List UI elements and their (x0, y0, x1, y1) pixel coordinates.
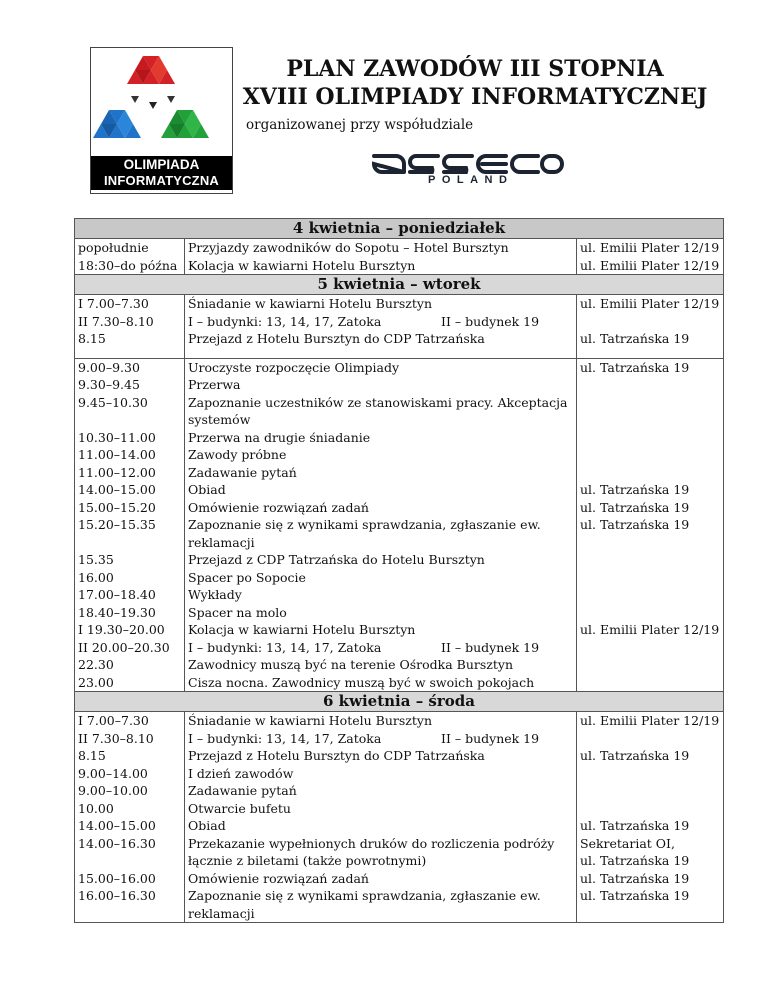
day-header: 5 kwietnia – wtorek (75, 275, 724, 295)
event-text: Przyjazdy zawodników do Sopotu – Hotel Bursztyn (188, 240, 509, 255)
event-cell (185, 887, 577, 923)
schedule-row (75, 330, 724, 348)
event-cell (185, 551, 577, 569)
event-text-cont: reklamacji (188, 534, 255, 550)
schedule-row (75, 239, 724, 257)
event-cell (185, 639, 577, 657)
schedule-row (75, 464, 724, 482)
event-cell (185, 295, 577, 313)
event-text: Uroczyste rozpoczęcie Olimpiady (188, 359, 400, 375)
event-cell (185, 257, 577, 275)
time-cell (75, 747, 185, 765)
place-cell (577, 358, 724, 376)
event-text: Kolacja w kawiarni Hotelu Bursztyn (188, 622, 416, 637)
event-cell (185, 674, 577, 692)
event-text: Cisza nocna. Zawodnicy muszą być w swoich pokojach (188, 674, 535, 690)
place-cell (577, 446, 724, 464)
time-text: II 7.30–8.10 (78, 313, 154, 329)
event-text: Obiad (188, 818, 226, 833)
event-cell (185, 516, 577, 551)
event-cell (185, 376, 577, 394)
place-text: ul. Emilii Plater 12/19 (580, 622, 720, 637)
place-text: ul. Tatrzańska 19 (580, 818, 690, 833)
time-text: 23.00 (78, 674, 114, 690)
logo-triangles-icon (91, 48, 232, 160)
time-text: 22.30 (78, 657, 114, 672)
schedule-row (75, 313, 724, 331)
spacer-cell (185, 348, 577, 359)
time-cell (75, 656, 185, 674)
event-cell (185, 747, 577, 765)
place-cell (577, 674, 724, 692)
place-text: ul. Emilii Plater 12/19 (580, 713, 720, 728)
time-text: 15.00–16.00 (78, 870, 156, 886)
event-text: Obiad (188, 482, 226, 497)
event-cell (185, 656, 577, 674)
place-text: Sekretariat OI, (580, 835, 675, 851)
schedule-row (75, 446, 724, 464)
asseco-poland-label: POLAND (428, 174, 514, 186)
time-cell (75, 817, 185, 835)
schedule-row (75, 782, 724, 800)
schedule-row (75, 870, 724, 888)
schedule-row (75, 569, 724, 587)
time-cell (75, 313, 185, 331)
day-header-row (75, 219, 724, 239)
time-text: 14.00–16.30 (78, 835, 156, 851)
spacer-row (75, 348, 724, 359)
schedule-row (75, 800, 724, 818)
event-cell (185, 765, 577, 783)
time-cell (75, 870, 185, 888)
time-text: 15.20–15.35 (78, 517, 156, 532)
event-cell (185, 782, 577, 800)
event-cell (185, 464, 577, 482)
event-cell (185, 446, 577, 464)
event-text: Zawody próbne (188, 447, 287, 462)
schedule-row (75, 481, 724, 499)
event-text-right: II – budynek 19 (441, 639, 540, 655)
place-text: ul. Emilii Plater 12/19 (580, 296, 720, 311)
schedule-row (75, 604, 724, 622)
place-text: ul. Tatrzańska 19 (580, 517, 690, 532)
time-text: 18.40–19.30 (78, 604, 156, 620)
time-text: 15.00–15.20 (78, 499, 156, 515)
place-cell (577, 394, 724, 429)
time-cell (75, 621, 185, 639)
place-text: ul. Tatrzańska 19 (580, 359, 690, 375)
event-text: Zadawanie pytań (188, 783, 297, 798)
schedule-row (75, 639, 724, 657)
schedule-row (75, 656, 724, 674)
page-title-line2: XVIII OLIMPIADY INFORMATYCZNEJ (242, 84, 708, 110)
spacer-cell (75, 348, 185, 359)
event-text: Śniadanie w kawiarni Hotelu Bursztyn (188, 296, 433, 311)
schedule-row (75, 429, 724, 447)
page-title-line1: PLAN ZAWODÓW III STOPNIA (286, 56, 664, 82)
time-text: II 7.30–8.10 (78, 730, 154, 746)
time-cell (75, 604, 185, 622)
event-cell (185, 800, 577, 818)
event-text: Przerwa na drugie śniadanie (188, 429, 371, 445)
place-text: ul. Tatrzańska 19 (580, 888, 690, 903)
event-text: Spacer na molo (188, 604, 287, 620)
schedule-row (75, 817, 724, 835)
schedule-row (75, 674, 724, 692)
time-cell (75, 782, 185, 800)
time-cell (75, 835, 185, 870)
page-subtitle: organizowanej przy współudziale (246, 117, 474, 133)
event-cell (185, 569, 577, 587)
event-text-right: II – budynek 19 (441, 730, 540, 746)
event-cell (185, 313, 577, 331)
event-text-cont: systemów (188, 412, 251, 427)
event-text: Zadawanie pytań (188, 464, 297, 480)
time-text: II 20.00–20.30 (78, 639, 170, 655)
time-cell (75, 358, 185, 376)
event-text: Spacer po Sopocie (188, 569, 306, 585)
time-text: 9.30–9.45 (78, 377, 140, 392)
time-cell (75, 257, 185, 275)
place-cell (577, 835, 724, 870)
day-header: 4 kwietnia – poniedziałek (75, 219, 724, 239)
time-text: 15.35 (78, 552, 114, 567)
place-text: ul. Tatrzańska 19 (580, 482, 690, 497)
time-cell (75, 464, 185, 482)
time-text: 14.00–15.00 (78, 818, 156, 833)
event-cell (185, 358, 577, 376)
time-cell (75, 639, 185, 657)
place-text-cont: ul. Tatrzańska 19 (580, 853, 690, 868)
place-cell (577, 656, 724, 674)
place-cell (577, 376, 724, 394)
schedule-row (75, 621, 724, 639)
event-text: Przekazanie wypełnionych druków do rozliczenia podróży (188, 835, 555, 851)
schedule-row (75, 747, 724, 765)
time-cell (75, 712, 185, 730)
place-cell (577, 330, 724, 348)
time-text: 9.00–10.00 (78, 783, 148, 798)
schedule-row (75, 295, 724, 313)
logo-line1: OLIMPIADA (123, 157, 200, 172)
event-cell (185, 870, 577, 888)
time-text: 8.15 (78, 331, 106, 346)
place-cell (577, 747, 724, 765)
time-text: 11.00–14.00 (78, 447, 156, 462)
schedule-row (75, 835, 724, 870)
event-text: Przejazd z Hotelu Bursztyn do CDP Tatrzańska (188, 331, 485, 346)
event-text: I – budynki: 13, 14, 17, Zatoka (188, 313, 382, 329)
schedule-row (75, 394, 724, 429)
place-cell (577, 887, 724, 923)
time-text: 14.00–15.00 (78, 482, 156, 497)
event-cell (185, 239, 577, 257)
schedule-row (75, 358, 724, 376)
place-cell (577, 551, 724, 569)
event-text: I – budynki: 13, 14, 17, Zatoka (188, 730, 382, 746)
time-text: 18:30–do późna (78, 257, 178, 273)
time-cell (75, 516, 185, 551)
place-cell (577, 313, 724, 331)
place-cell (577, 257, 724, 275)
place-cell (577, 621, 724, 639)
schedule-row (75, 765, 724, 783)
time-cell (75, 481, 185, 499)
logo-line2: INFORMATYCZNA (103, 173, 219, 188)
place-text: ul. Tatrzańska 19 (580, 499, 690, 515)
time-text: 16.00–16.30 (78, 888, 156, 903)
time-cell (75, 376, 185, 394)
event-text: Omówienie rozwiązań zadań (188, 870, 369, 886)
place-cell (577, 464, 724, 482)
event-cell (185, 394, 577, 429)
place-cell (577, 870, 724, 888)
event-cell (185, 621, 577, 639)
schedule-row (75, 499, 724, 517)
time-cell (75, 569, 185, 587)
place-cell (577, 730, 724, 748)
place-text: ul. Tatrzańska 19 (580, 748, 690, 763)
event-cell (185, 835, 577, 870)
event-text-cont: łącznie z biletami (także powrotnymi) (188, 853, 427, 868)
time-text: 17.00–18.40 (78, 587, 156, 602)
event-text: I dzień zawodów (188, 765, 294, 781)
day-header-row (75, 275, 724, 295)
time-text: 9.00–9.30 (78, 359, 140, 375)
event-cell (185, 604, 577, 622)
time-cell (75, 429, 185, 447)
event-text: Zapoznanie uczestników ze stanowiskami pracy. Akceptacja (188, 394, 568, 410)
place-cell (577, 481, 724, 499)
place-cell (577, 586, 724, 604)
event-cell (185, 730, 577, 748)
place-cell (577, 639, 724, 657)
schedule-row (75, 730, 724, 748)
event-text: Zapoznanie się z wynikami sprawdzania, zgłaszanie ew. (188, 888, 541, 903)
schedule-row (75, 516, 724, 551)
day-header: 6 kwietnia – środa (75, 692, 724, 712)
schedule-row (75, 551, 724, 569)
time-text: I 19.30–20.00 (78, 622, 165, 637)
day-header-row (75, 692, 724, 712)
time-cell (75, 330, 185, 348)
time-cell (75, 551, 185, 569)
place-cell (577, 800, 724, 818)
time-cell (75, 499, 185, 517)
place-cell (577, 499, 724, 517)
time-text: 11.00–12.00 (78, 464, 156, 480)
time-text: 9.00–14.00 (78, 765, 148, 781)
place-cell (577, 569, 724, 587)
event-text: Kolacja w kawiarni Hotelu Bursztyn (188, 257, 416, 273)
event-text: Śniadanie w kawiarni Hotelu Bursztyn (188, 713, 433, 728)
schedule-row (75, 586, 724, 604)
time-text: 8.15 (78, 748, 106, 763)
time-cell (75, 674, 185, 692)
logo-caption (91, 156, 232, 190)
place-cell (577, 712, 724, 730)
place-cell (577, 239, 724, 257)
event-cell (185, 817, 577, 835)
time-text: 10.00 (78, 800, 114, 816)
event-text: Zawodnicy muszą być na terenie Ośrodka Bursztyn (188, 657, 514, 672)
event-text: Zapoznanie się z wynikami sprawdzania, zgłaszanie ew. (188, 517, 541, 532)
schedule-row (75, 887, 724, 923)
time-text: 10.30–11.00 (78, 429, 156, 445)
place-cell (577, 429, 724, 447)
time-text: I 7.00–7.30 (78, 713, 149, 728)
place-text: ul. Tatrzańska 19 (580, 331, 690, 346)
schedule-row (75, 257, 724, 275)
time-cell (75, 394, 185, 429)
olimpiada-logo (90, 47, 233, 194)
event-text: Przerwa (188, 377, 241, 392)
time-cell (75, 765, 185, 783)
event-text: Przejazd z CDP Tatrzańska do Hotelu Bursztyn (188, 552, 485, 567)
event-text: I – budynki: 13, 14, 17, Zatoka (188, 639, 382, 655)
time-text: 9.45–10.30 (78, 394, 148, 410)
event-text-right: II – budynek 19 (441, 313, 540, 329)
place-cell (577, 295, 724, 313)
spacer-cell (577, 348, 724, 359)
time-cell (75, 239, 185, 257)
place-cell (577, 817, 724, 835)
place-cell (577, 765, 724, 783)
time-cell (75, 800, 185, 818)
event-text: Otwarcie bufetu (188, 800, 291, 816)
time-cell (75, 730, 185, 748)
event-text: Wykłady (188, 587, 242, 602)
time-cell (75, 295, 185, 313)
event-text-cont: reklamacji (188, 905, 255, 921)
time-cell (75, 586, 185, 604)
place-text: ul. Emilii Plater 12/19 (580, 257, 720, 273)
place-text: ul. Emilii Plater 12/19 (580, 240, 720, 255)
time-text: I 7.00–7.30 (78, 296, 149, 311)
time-text: popołudnie (78, 240, 149, 255)
event-text: Omówienie rozwiązań zadań (188, 499, 369, 515)
event-cell (185, 330, 577, 348)
event-text: Przejazd z Hotelu Bursztyn do CDP Tatrzańska (188, 748, 485, 763)
event-cell (185, 481, 577, 499)
event-cell (185, 429, 577, 447)
place-cell (577, 516, 724, 551)
time-text: 16.00 (78, 569, 114, 585)
place-text: ul. Tatrzańska 19 (580, 870, 690, 886)
time-cell (75, 887, 185, 923)
event-cell (185, 586, 577, 604)
place-cell (577, 782, 724, 800)
time-cell (75, 446, 185, 464)
event-cell (185, 499, 577, 517)
schedule-row (75, 712, 724, 730)
place-cell (577, 604, 724, 622)
event-cell (185, 712, 577, 730)
schedule-table (74, 218, 724, 923)
schedule-row (75, 376, 724, 394)
